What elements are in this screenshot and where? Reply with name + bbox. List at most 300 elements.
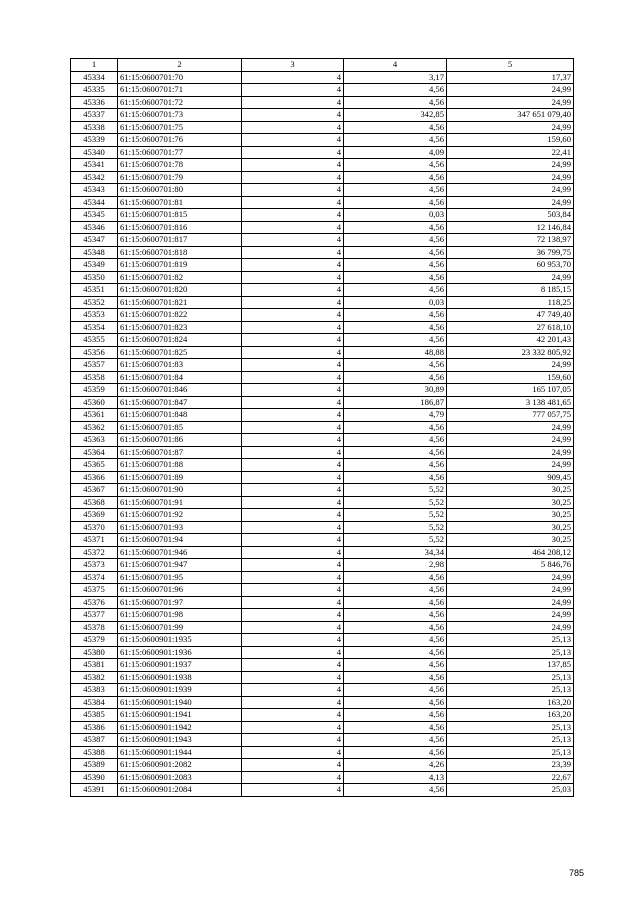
table-row xyxy=(71,634,574,647)
row-number-cell: 45364 xyxy=(71,446,118,459)
category-cell: 4 xyxy=(242,109,344,122)
category-cell: 4 xyxy=(242,246,344,259)
header-col-5: 5 xyxy=(447,59,574,72)
amount-cell: 30,25 xyxy=(447,534,574,547)
value-cell: 4,56 xyxy=(344,234,447,247)
category-cell: 4 xyxy=(242,671,344,684)
row-number-cell: 45342 xyxy=(71,171,118,184)
category-cell: 4 xyxy=(242,496,344,509)
amount-cell: 27 618,10 xyxy=(447,321,574,334)
amount-cell: 25,13 xyxy=(447,671,574,684)
header-col-1: 1 xyxy=(71,59,118,72)
cadastral-number-cell: 61:15:0600701:72 xyxy=(118,96,242,109)
value-cell: 5,52 xyxy=(344,521,447,534)
amount-cell: 42 201,43 xyxy=(447,334,574,347)
category-cell: 4 xyxy=(242,596,344,609)
header-row xyxy=(71,59,574,72)
cadastral-number-cell: 61:15:0600701:815 xyxy=(118,209,242,222)
table-row xyxy=(71,571,574,584)
value-cell: 4,56 xyxy=(344,96,447,109)
value-cell: 4,56 xyxy=(344,84,447,97)
table-row xyxy=(71,221,574,234)
amount-cell: 36 799,75 xyxy=(447,246,574,259)
value-cell: 3,17 xyxy=(344,71,447,84)
header-col-4: 4 xyxy=(344,59,447,72)
table-row xyxy=(71,121,574,134)
value-cell: 0,03 xyxy=(344,209,447,222)
amount-cell: 30,25 xyxy=(447,521,574,534)
value-cell: 4,56 xyxy=(344,284,447,297)
amount-cell: 25,13 xyxy=(447,646,574,659)
table-row xyxy=(71,659,574,672)
cadastral-number-cell: 61:15:0600701:85 xyxy=(118,421,242,434)
category-cell: 4 xyxy=(242,121,344,134)
table-row xyxy=(71,759,574,772)
row-number-cell: 45376 xyxy=(71,596,118,609)
table-row xyxy=(71,746,574,759)
row-number-cell: 45344 xyxy=(71,196,118,209)
value-cell: 4,56 xyxy=(344,221,447,234)
row-number-cell: 45371 xyxy=(71,534,118,547)
value-cell: 4,56 xyxy=(344,159,447,172)
row-number-cell: 45383 xyxy=(71,684,118,697)
amount-cell: 25,13 xyxy=(447,721,574,734)
cadastral-number-cell: 61:15:0600901:1944 xyxy=(118,746,242,759)
row-number-cell: 45391 xyxy=(71,784,118,797)
category-cell: 4 xyxy=(242,271,344,284)
category-cell: 4 xyxy=(242,559,344,572)
value-cell: 4,56 xyxy=(344,171,447,184)
value-cell: 4,56 xyxy=(344,184,447,197)
amount-cell: 163,20 xyxy=(447,709,574,722)
row-number-cell: 45381 xyxy=(71,659,118,672)
category-cell: 4 xyxy=(242,609,344,622)
table-row xyxy=(71,184,574,197)
value-cell: 4,56 xyxy=(344,459,447,472)
value-cell: 5,52 xyxy=(344,496,447,509)
row-number-cell: 45370 xyxy=(71,521,118,534)
table-row xyxy=(71,296,574,309)
amount-cell: 159,60 xyxy=(447,134,574,147)
value-cell: 5,52 xyxy=(344,509,447,522)
value-cell: 4,13 xyxy=(344,771,447,784)
table-row xyxy=(71,209,574,222)
header-col-3: 3 xyxy=(242,59,344,72)
row-number-cell: 45343 xyxy=(71,184,118,197)
cadastral-number-cell: 61:15:0600701:824 xyxy=(118,334,242,347)
amount-cell: 165 107,05 xyxy=(447,384,574,397)
category-cell: 4 xyxy=(242,696,344,709)
table-row xyxy=(71,284,574,297)
category-cell: 4 xyxy=(242,759,344,772)
category-cell: 4 xyxy=(242,771,344,784)
amount-cell: 5 846,76 xyxy=(447,559,574,572)
table-row xyxy=(71,259,574,272)
row-number-cell: 45348 xyxy=(71,246,118,259)
value-cell: 5,52 xyxy=(344,534,447,547)
row-number-cell: 45352 xyxy=(71,296,118,309)
table-row xyxy=(71,784,574,797)
cadastral-number-cell: 61:15:0600701:91 xyxy=(118,496,242,509)
cadastral-number-cell: 61:15:0600701:99 xyxy=(118,621,242,634)
value-cell: 4,56 xyxy=(344,596,447,609)
table-row xyxy=(71,134,574,147)
category-cell: 4 xyxy=(242,184,344,197)
amount-cell: 24,99 xyxy=(447,421,574,434)
row-number-cell: 45360 xyxy=(71,396,118,409)
cadastral-number-cell: 61:15:0600701:95 xyxy=(118,571,242,584)
category-cell: 4 xyxy=(242,359,344,372)
row-number-cell: 45353 xyxy=(71,309,118,322)
amount-cell: 3 138 481,65 xyxy=(447,396,574,409)
row-number-cell: 45351 xyxy=(71,284,118,297)
amount-cell: 163,20 xyxy=(447,696,574,709)
amount-cell: 25,13 xyxy=(447,746,574,759)
amount-cell: 60 953,70 xyxy=(447,259,574,272)
cadastral-number-cell: 61:15:0600701:81 xyxy=(118,196,242,209)
table-row xyxy=(71,646,574,659)
cadastral-number-cell: 61:15:0600901:1937 xyxy=(118,659,242,672)
category-cell: 4 xyxy=(242,709,344,722)
row-number-cell: 45341 xyxy=(71,159,118,172)
amount-cell: 72 138,97 xyxy=(447,234,574,247)
value-cell: 4,56 xyxy=(344,671,447,684)
value-cell: 342,85 xyxy=(344,109,447,122)
amount-cell: 25,13 xyxy=(447,734,574,747)
table-row xyxy=(71,609,574,622)
category-cell: 4 xyxy=(242,484,344,497)
row-number-cell: 45358 xyxy=(71,371,118,384)
amount-cell: 22,67 xyxy=(447,771,574,784)
table-row xyxy=(71,446,574,459)
row-number-cell: 45363 xyxy=(71,434,118,447)
amount-cell: 24,99 xyxy=(447,434,574,447)
row-number-cell: 45349 xyxy=(71,259,118,272)
row-number-cell: 45355 xyxy=(71,334,118,347)
amount-cell: 24,99 xyxy=(447,584,574,597)
table-row xyxy=(71,109,574,122)
category-cell: 4 xyxy=(242,571,344,584)
category-cell: 4 xyxy=(242,446,344,459)
table-row xyxy=(71,534,574,547)
category-cell: 4 xyxy=(242,659,344,672)
cadastral-number-cell: 61:15:0600701:73 xyxy=(118,109,242,122)
table-row xyxy=(71,671,574,684)
amount-cell: 24,99 xyxy=(447,96,574,109)
row-number-cell: 45362 xyxy=(71,421,118,434)
cadastral-number-cell: 61:15:0600701:823 xyxy=(118,321,242,334)
page-number: 785 xyxy=(568,868,584,878)
amount-cell: 30,25 xyxy=(447,484,574,497)
row-number-cell: 45374 xyxy=(71,571,118,584)
cadastral-number-cell: 61:15:0600701:947 xyxy=(118,559,242,572)
table-row xyxy=(71,596,574,609)
amount-cell: 24,99 xyxy=(447,571,574,584)
amount-cell: 24,99 xyxy=(447,121,574,134)
table-row xyxy=(71,234,574,247)
value-cell: 4,56 xyxy=(344,309,447,322)
amount-cell: 24,99 xyxy=(447,159,574,172)
cadastral-number-cell: 61:15:0600701:80 xyxy=(118,184,242,197)
value-cell: 4,56 xyxy=(344,734,447,747)
table-row xyxy=(71,271,574,284)
table-header xyxy=(71,59,574,72)
cadastral-number-cell: 61:15:0600901:1939 xyxy=(118,684,242,697)
cadastral-number-cell: 61:15:0600701:92 xyxy=(118,509,242,522)
category-cell: 4 xyxy=(242,259,344,272)
amount-cell: 25,03 xyxy=(447,784,574,797)
cadastral-number-cell: 61:15:0600701:89 xyxy=(118,471,242,484)
category-cell: 4 xyxy=(242,509,344,522)
value-cell: 4,56 xyxy=(344,709,447,722)
document-page xyxy=(70,58,573,797)
table-row xyxy=(71,246,574,259)
category-cell: 4 xyxy=(242,346,344,359)
amount-cell: 24,99 xyxy=(447,459,574,472)
value-cell: 4,56 xyxy=(344,446,447,459)
table-row xyxy=(71,509,574,522)
category-cell: 4 xyxy=(242,309,344,322)
table-row xyxy=(71,84,574,97)
table-row xyxy=(71,484,574,497)
value-cell: 4,56 xyxy=(344,121,447,134)
row-number-cell: 45382 xyxy=(71,671,118,684)
cadastral-number-cell: 61:15:0600701:75 xyxy=(118,121,242,134)
cadastral-number-cell: 61:15:0600701:825 xyxy=(118,346,242,359)
row-number-cell: 45361 xyxy=(71,409,118,422)
value-cell: 4,56 xyxy=(344,684,447,697)
amount-cell: 24,99 xyxy=(447,184,574,197)
category-cell: 4 xyxy=(242,721,344,734)
amount-cell: 24,99 xyxy=(447,596,574,609)
value-cell: 4,56 xyxy=(344,721,447,734)
cadastral-number-cell: 61:15:0600701:90 xyxy=(118,484,242,497)
category-cell: 4 xyxy=(242,334,344,347)
amount-cell: 47 749,40 xyxy=(447,309,574,322)
row-number-cell: 45372 xyxy=(71,546,118,559)
row-number-cell: 45346 xyxy=(71,221,118,234)
category-cell: 4 xyxy=(242,521,344,534)
amount-cell: 12 146,84 xyxy=(447,221,574,234)
row-number-cell: 45373 xyxy=(71,559,118,572)
row-number-cell: 45390 xyxy=(71,771,118,784)
header-col-2: 2 xyxy=(118,59,242,72)
table-row xyxy=(71,396,574,409)
cadastral-number-cell: 61:15:0600701:86 xyxy=(118,434,242,447)
row-number-cell: 45379 xyxy=(71,634,118,647)
value-cell: 4,56 xyxy=(344,696,447,709)
table-row xyxy=(71,734,574,747)
value-cell: 4,56 xyxy=(344,321,447,334)
cadastral-number-cell: 61:15:0600701:76 xyxy=(118,134,242,147)
category-cell: 4 xyxy=(242,134,344,147)
value-cell: 4,56 xyxy=(344,584,447,597)
cadastral-number-cell: 61:15:0600901:1941 xyxy=(118,709,242,722)
amount-cell: 24,99 xyxy=(447,84,574,97)
value-cell: 4,09 xyxy=(344,146,447,159)
amount-cell: 777 057,75 xyxy=(447,409,574,422)
value-cell: 4,56 xyxy=(344,659,447,672)
amount-cell: 347 651 079,40 xyxy=(447,109,574,122)
value-cell: 4,56 xyxy=(344,334,447,347)
amount-cell: 24,99 xyxy=(447,271,574,284)
amount-cell: 23,39 xyxy=(447,759,574,772)
row-number-cell: 45337 xyxy=(71,109,118,122)
value-cell: 4,56 xyxy=(344,609,447,622)
cadastral-number-cell: 61:15:0600901:1938 xyxy=(118,671,242,684)
table-row xyxy=(71,496,574,509)
table-row xyxy=(71,684,574,697)
value-cell: 4,56 xyxy=(344,134,447,147)
table-row xyxy=(71,471,574,484)
category-cell: 4 xyxy=(242,684,344,697)
row-number-cell: 45377 xyxy=(71,609,118,622)
value-cell: 186,87 xyxy=(344,396,447,409)
cadastral-number-cell: 61:15:0600701:70 xyxy=(118,71,242,84)
value-cell: 4,56 xyxy=(344,621,447,634)
row-number-cell: 45338 xyxy=(71,121,118,134)
cadastral-number-cell: 61:15:0600701:819 xyxy=(118,259,242,272)
category-cell: 4 xyxy=(242,284,344,297)
table-row xyxy=(71,696,574,709)
table-row xyxy=(71,421,574,434)
table-row xyxy=(71,434,574,447)
value-cell: 4,56 xyxy=(344,634,447,647)
row-number-cell: 45388 xyxy=(71,746,118,759)
amount-cell: 24,99 xyxy=(447,609,574,622)
amount-cell: 137,85 xyxy=(447,659,574,672)
table-row xyxy=(71,309,574,322)
table-row xyxy=(71,771,574,784)
category-cell: 4 xyxy=(242,209,344,222)
amount-cell: 25,13 xyxy=(447,684,574,697)
cadastral-number-cell: 61:15:0600901:1943 xyxy=(118,734,242,747)
value-cell: 34,34 xyxy=(344,546,447,559)
row-number-cell: 45380 xyxy=(71,646,118,659)
row-number-cell: 45350 xyxy=(71,271,118,284)
row-number-cell: 45359 xyxy=(71,384,118,397)
amount-cell: 24,99 xyxy=(447,621,574,634)
cadastral-number-cell: 61:15:0600701:87 xyxy=(118,446,242,459)
value-cell: 4,56 xyxy=(344,259,447,272)
table-row xyxy=(71,521,574,534)
category-cell: 4 xyxy=(242,71,344,84)
table-row xyxy=(71,584,574,597)
row-number-cell: 45387 xyxy=(71,734,118,747)
row-number-cell: 45386 xyxy=(71,721,118,734)
category-cell: 4 xyxy=(242,421,344,434)
table-row xyxy=(71,709,574,722)
amount-cell: 22,41 xyxy=(447,146,574,159)
table-row xyxy=(71,321,574,334)
cadastral-number-cell: 61:15:0600701:847 xyxy=(118,396,242,409)
cadastral-number-cell: 61:15:0600901:1935 xyxy=(118,634,242,647)
row-number-cell: 45367 xyxy=(71,484,118,497)
cadastral-number-cell: 61:15:0600701:78 xyxy=(118,159,242,172)
row-number-cell: 45385 xyxy=(71,709,118,722)
cadastral-number-cell: 61:15:0600701:88 xyxy=(118,459,242,472)
cadastral-number-cell: 61:15:0600701:848 xyxy=(118,409,242,422)
cadastral-number-cell: 61:15:0600701:817 xyxy=(118,234,242,247)
row-number-cell: 45378 xyxy=(71,621,118,634)
cadastral-number-cell: 61:15:0600701:96 xyxy=(118,584,242,597)
row-number-cell: 45347 xyxy=(71,234,118,247)
value-cell: 4,56 xyxy=(344,571,447,584)
value-cell: 0,03 xyxy=(344,296,447,309)
amount-cell: 24,99 xyxy=(447,171,574,184)
row-number-cell: 45354 xyxy=(71,321,118,334)
cadastral-number-cell: 61:15:0600901:1942 xyxy=(118,721,242,734)
value-cell: 4,56 xyxy=(344,471,447,484)
amount-cell: 8 185,15 xyxy=(447,284,574,297)
row-number-cell: 45368 xyxy=(71,496,118,509)
value-cell: 4,56 xyxy=(344,196,447,209)
cadastral-number-cell: 61:15:0600701:79 xyxy=(118,171,242,184)
amount-cell: 909,45 xyxy=(447,471,574,484)
table-row xyxy=(71,359,574,372)
row-number-cell: 45345 xyxy=(71,209,118,222)
cadastral-number-cell: 61:15:0600701:846 xyxy=(118,384,242,397)
table-row xyxy=(71,96,574,109)
category-cell: 4 xyxy=(242,84,344,97)
amount-cell: 17,37 xyxy=(447,71,574,84)
cadastral-number-cell: 61:15:0600701:822 xyxy=(118,309,242,322)
table-row xyxy=(71,559,574,572)
value-cell: 4,56 xyxy=(344,359,447,372)
table-row xyxy=(71,334,574,347)
category-cell: 4 xyxy=(242,584,344,597)
value-cell: 5,52 xyxy=(344,484,447,497)
row-number-cell: 45335 xyxy=(71,84,118,97)
value-cell: 4,26 xyxy=(344,759,447,772)
value-cell: 4,56 xyxy=(344,434,447,447)
cadastral-number-cell: 61:15:0600701:818 xyxy=(118,246,242,259)
category-cell: 4 xyxy=(242,96,344,109)
cadastral-number-cell: 61:15:0600701:821 xyxy=(118,296,242,309)
amount-cell: 24,99 xyxy=(447,359,574,372)
row-number-cell: 45357 xyxy=(71,359,118,372)
category-cell: 4 xyxy=(242,434,344,447)
value-cell: 2,98 xyxy=(344,559,447,572)
cadastral-number-cell: 61:15:0600701:77 xyxy=(118,146,242,159)
category-cell: 4 xyxy=(242,621,344,634)
table-row xyxy=(71,196,574,209)
category-cell: 4 xyxy=(242,196,344,209)
value-cell: 4,56 xyxy=(344,421,447,434)
cadastral-number-cell: 61:15:0600701:82 xyxy=(118,271,242,284)
row-number-cell: 45375 xyxy=(71,584,118,597)
category-cell: 4 xyxy=(242,471,344,484)
row-number-cell: 45339 xyxy=(71,134,118,147)
amount-cell: 118,25 xyxy=(447,296,574,309)
category-cell: 4 xyxy=(242,234,344,247)
row-number-cell: 45369 xyxy=(71,509,118,522)
category-cell: 4 xyxy=(242,171,344,184)
value-cell: 4,56 xyxy=(344,246,447,259)
table-row xyxy=(71,409,574,422)
table-row xyxy=(71,459,574,472)
cadastral-number-cell: 61:15:0600701:94 xyxy=(118,534,242,547)
category-cell: 4 xyxy=(242,396,344,409)
value-cell: 30,89 xyxy=(344,384,447,397)
table-body xyxy=(71,71,574,796)
cadastral-number-cell: 61:15:0600701:946 xyxy=(118,546,242,559)
category-cell: 4 xyxy=(242,159,344,172)
row-number-cell: 45356 xyxy=(71,346,118,359)
category-cell: 4 xyxy=(242,321,344,334)
amount-cell: 503,84 xyxy=(447,209,574,222)
amount-cell: 159,60 xyxy=(447,371,574,384)
